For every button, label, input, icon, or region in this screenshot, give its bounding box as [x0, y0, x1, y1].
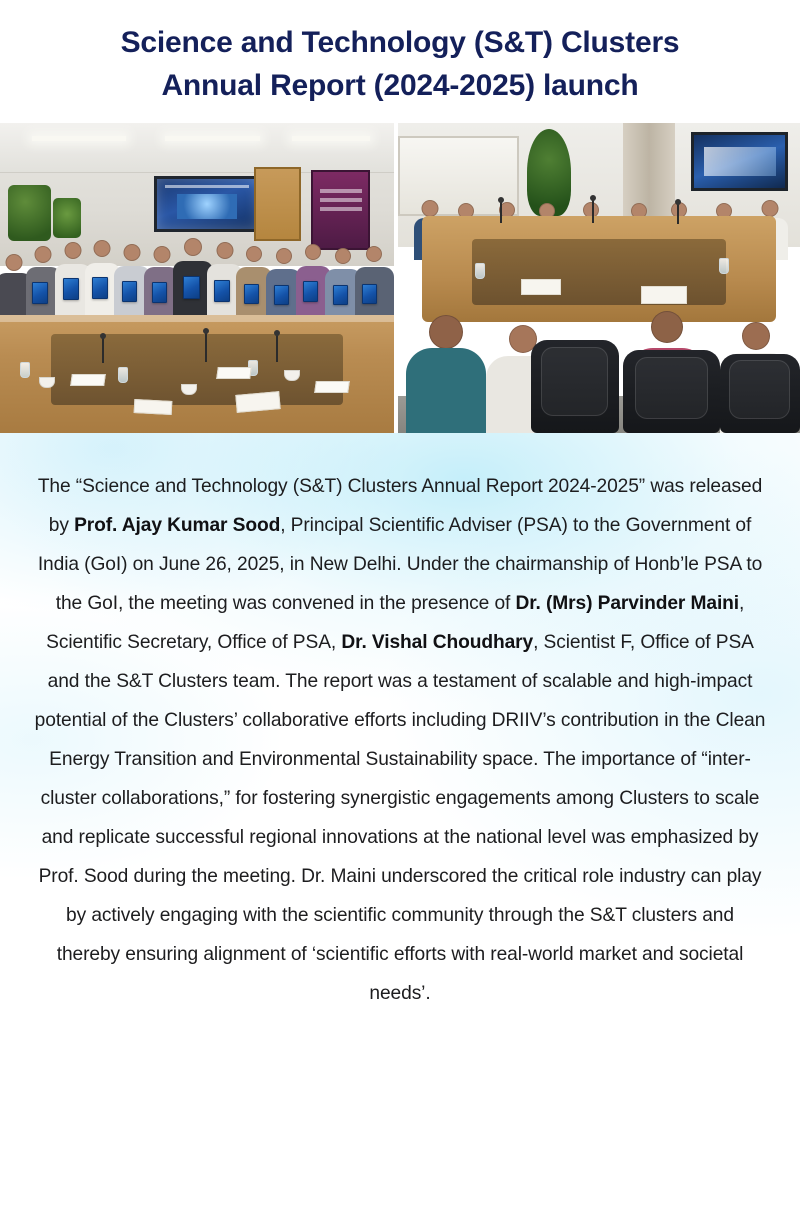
paragraph-text: The “Science and Technology (S&T) Clusters Annual Report 2024-2025” was released by [37, 476, 763, 537]
article-section [0, 433, 800, 1200]
microphone-icon [677, 203, 679, 224]
name-placard [314, 381, 350, 393]
water-glass-icon [118, 367, 128, 383]
document-sheet [134, 399, 173, 415]
ceiling-light-icon [165, 136, 260, 141]
highlighted-name: Dr. Vishal Choudhary [341, 632, 534, 654]
document-sheet [236, 391, 281, 413]
page-header [0, 0, 800, 123]
left-ceiling [0, 123, 394, 173]
highlighted-name: Dr. (Mrs) Parvinder Maini [515, 593, 740, 615]
page-title-line-1: Science and Technology (S&T) Clusters [120, 26, 680, 59]
microphone-icon [592, 199, 594, 223]
paragraph-text: , Scientist F, Office of PSA and the S&T Clusters team. The report was a testament of scalable and high-impact potential of the Clusters’ collaborative efforts including DRIIV’s contribution in the Clean Energy Transition and Environmental Sustainability space. The importance of “inter-cluster collaborations,” for fostering synergistic engagements among Clusters to scale and replicate successful regional innovations at the national level was emphasized by Prof. Sood during the meeting. Dr. Maini underscored the critical role industry can play by actively engaging with the scientific community through the S&T clusters and thereby ensuring alignment of ‘scientific efforts with real-world market and societal needs’. [34, 632, 766, 1005]
presentation-screen [154, 176, 260, 232]
water-glass-icon [20, 362, 30, 378]
foreground-participants [398, 253, 800, 433]
office-chair [531, 340, 619, 433]
right-photograph [398, 123, 800, 433]
highlighted-name: Prof. Ajay Kumar Sood [74, 515, 281, 537]
ceiling-light-icon [292, 136, 371, 141]
ceiling-light-icon [32, 136, 127, 141]
teacup-icon [284, 370, 300, 381]
microphone-icon [205, 332, 207, 362]
microphone-icon [500, 201, 502, 223]
name-placard [216, 367, 252, 379]
article-paragraph [0, 433, 800, 1013]
paragraph-text: , Scientific Secretary, Office of PSA, [46, 593, 745, 654]
left-photo-scene [0, 123, 394, 433]
office-chair [623, 350, 719, 433]
left-photograph [0, 123, 394, 433]
paragraph-text: , Principal Scientific Adviser (PSA) to the Government of India (GoI) on June 26, 2025, in New Delhi. Under the chairmanship of Honb’le PSA to the GoI, the meeting was convened in the presence of [37, 515, 763, 615]
teacup-icon [181, 384, 197, 395]
conference-table [0, 315, 394, 433]
group-of-people [0, 225, 394, 327]
screen-title-bar [165, 185, 249, 188]
page-title-line-2: Annual Report (2024-2025) launch [161, 68, 639, 102]
person [406, 315, 486, 434]
microphone-icon [102, 337, 104, 363]
name-placard [70, 374, 106, 386]
photo-strip [0, 123, 800, 433]
office-chair [720, 354, 800, 433]
screen-graphic [177, 194, 237, 219]
right-photo-scene [398, 123, 800, 433]
microphone-icon [276, 334, 278, 362]
page-title [40, 22, 760, 107]
